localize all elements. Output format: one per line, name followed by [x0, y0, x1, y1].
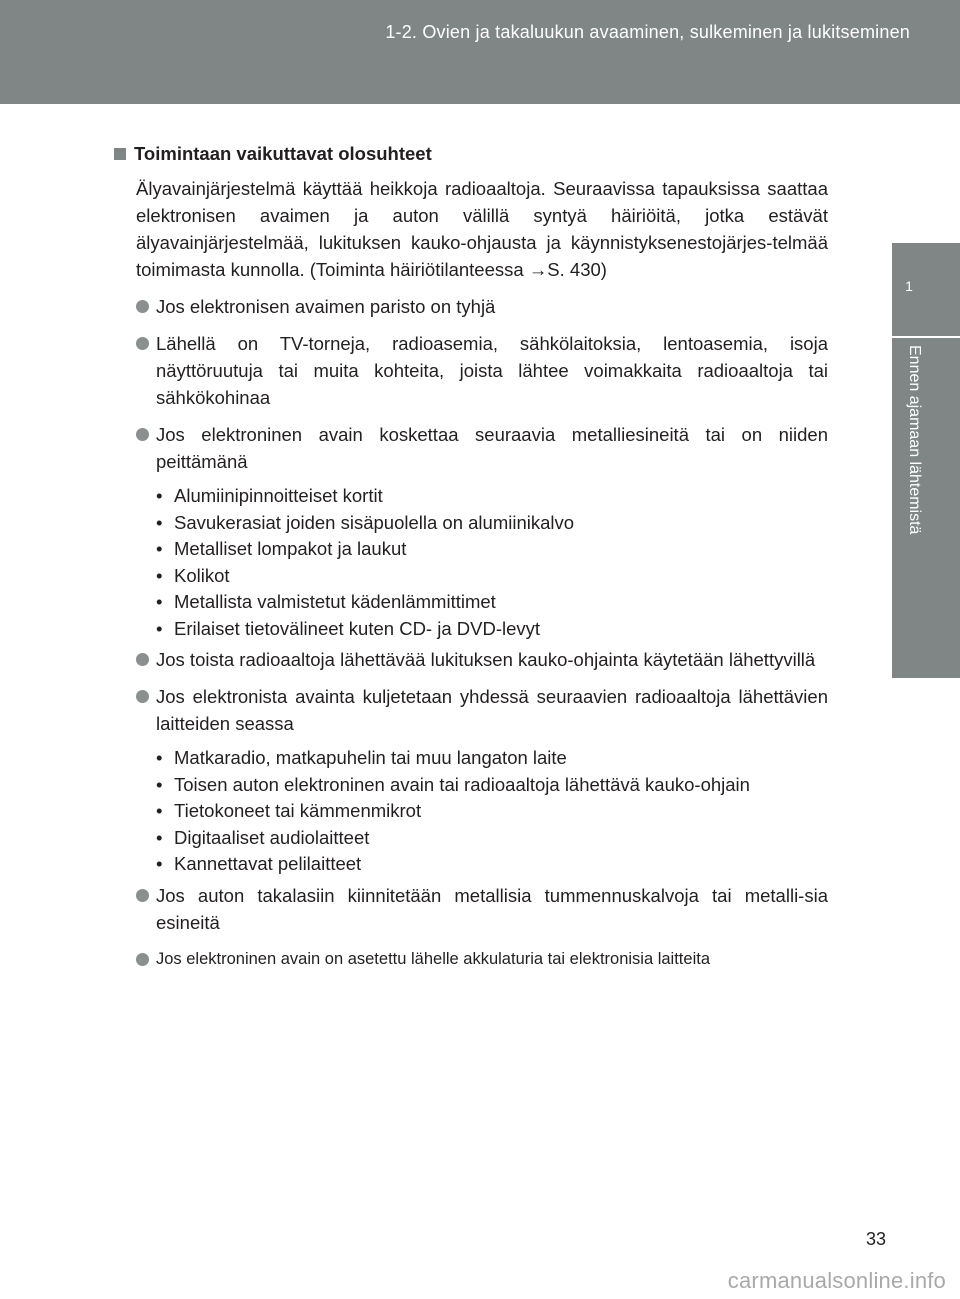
sublist-item-text: Alumiinipinnoitteiset kortit [174, 485, 383, 506]
square-bullet-icon [114, 148, 126, 160]
list-item [136, 421, 828, 475]
list-item-text: Jos elektroninen avain on asetettu lähelle akkulaturia tai elektronisia laitteita [156, 949, 710, 968]
section-heading [110, 140, 828, 167]
sublist-item: • Kannettavat pelilaitteet [156, 851, 828, 878]
sublist-item: • Savukerasiat joiden sisäpuolella on alumiinikalvo [156, 510, 828, 537]
sublist-item-text: Toisen auton elektroninen avain tai radioaaltoja lähettävä kauko-ohjain [174, 773, 750, 795]
watermark: carmanualsonline.info [727, 1268, 946, 1293]
side-tab-number: 1 [905, 278, 913, 294]
list-item [136, 946, 828, 973]
list-item [136, 330, 828, 411]
sublist-item: • Matkaradio, matkapuhelin tai muu langaton laite [156, 745, 828, 772]
circle-bullet-icon [136, 300, 149, 313]
list-item [136, 293, 828, 320]
list-item-text: Jos elektronista avainta kuljetetaan yhdessä seuraavien radioaaltoja lähettävien laitteiden seassa [156, 686, 828, 734]
list-item-text: Jos toista radioaaltoja lähettävää lukituksen kauko-ohjainta käytetään lähettyvillä [156, 649, 816, 670]
sublist [156, 483, 828, 642]
sublist-item: • Erilaiset tietovälineet kuten CD- ja DVD-levyt [156, 616, 828, 643]
sublist [156, 745, 828, 878]
list-item-text: Jos elektronisen avaimen paristo on tyhjä [156, 296, 496, 317]
sublist-item-text: Savukerasiat joiden sisäpuolella on alumiinikalvo [174, 511, 575, 533]
circle-bullet-icon [136, 953, 149, 966]
sublist-item-text: Metalliset lompakot ja laukut [174, 538, 407, 559]
sublist-item: • Metalliset lompakot ja laukut [156, 536, 828, 563]
sublist-item-text: Tietokoneet tai kämmenmikrot [174, 800, 422, 821]
list-item [136, 646, 828, 673]
circle-bullet-icon [136, 889, 149, 902]
sublist-item-text: Digitaaliset audiolaitteet [174, 826, 370, 848]
sublist-item: • Metallista valmistetut kädenlämmittimet [156, 589, 828, 616]
page-number: 33 [865, 1229, 886, 1249]
sublist-item: • Alumiinipinnoitteiset kortit [156, 483, 828, 510]
list-item [136, 683, 828, 737]
sublist-item-text: Matkaradio, matkapuhelin tai muu langaton laite [174, 747, 567, 768]
sublist-item-text: Kolikot [174, 564, 230, 586]
list-item-text: Lähellä on TV-torneja, radioasemia, sähkölaitoksia, lentoasemia, isoja näyttöruutuja tai muita kohteita, joista lähtee voimakkaita radioaaltoja tai sähkökohinaa [156, 333, 828, 408]
circle-bullet-icon [136, 690, 149, 703]
sublist-item-text: Erilaiset tietovälineet kuten CD- ja DVD-levyt [174, 617, 541, 639]
list-item-text: Jos elektroninen avain koskettaa seuraavia metalliesineitä tai on niiden peittämänä [156, 424, 828, 472]
side-tab-label: Ennen ajamaan lähtemistä [906, 345, 923, 535]
header-title: 1-2. Ovien ja takaluukun avaaminen, sulkeminen ja lukitseminen [385, 22, 910, 42]
list-item-text: Jos auton takalasiin kiinnitetään metallisia tummennuskalvoja tai metalli-sia esineitä [156, 884, 828, 933]
main-content [110, 140, 828, 983]
sublist-item: • Digitaaliset audiolaitteet [156, 825, 828, 852]
sublist-item: • Tietokoneet tai kämmenmikrot [156, 798, 828, 825]
sublist-item: • Kolikot [156, 563, 828, 590]
circle-bullet-icon [136, 653, 149, 666]
circle-bullet-icon [136, 428, 149, 441]
sublist-item: • Toisen auton elektroninen avain tai radioaaltoja lähettävä kauko-ohjain [156, 772, 828, 799]
section-heading-text: Toimintaan vaikuttavat olosuhteet [134, 143, 432, 164]
sublist-item-text: Kannettavat pelilaitteet [174, 853, 362, 874]
list-item [136, 882, 828, 936]
intro-paragraph: Älyavainjärjestelmä käyttää heikkoja radioaaltoja. Seuraavissa tapauksissa saattaa elektronisen avaimen ja auton välillä syntyä häiriöitä, jotka estävät älyavainjärjestelmää, lukituksen kauko-ohjausta ja käynnistyksenestojärjes-telmää toimimasta kunnolla. (Toiminta häiriötilanteessa →S. 430) [136, 178, 828, 280]
sublist-item-text: Metallista valmistetut kädenlämmittimet [174, 591, 496, 612]
header-band [0, 0, 960, 104]
circle-bullet-icon [136, 337, 149, 350]
